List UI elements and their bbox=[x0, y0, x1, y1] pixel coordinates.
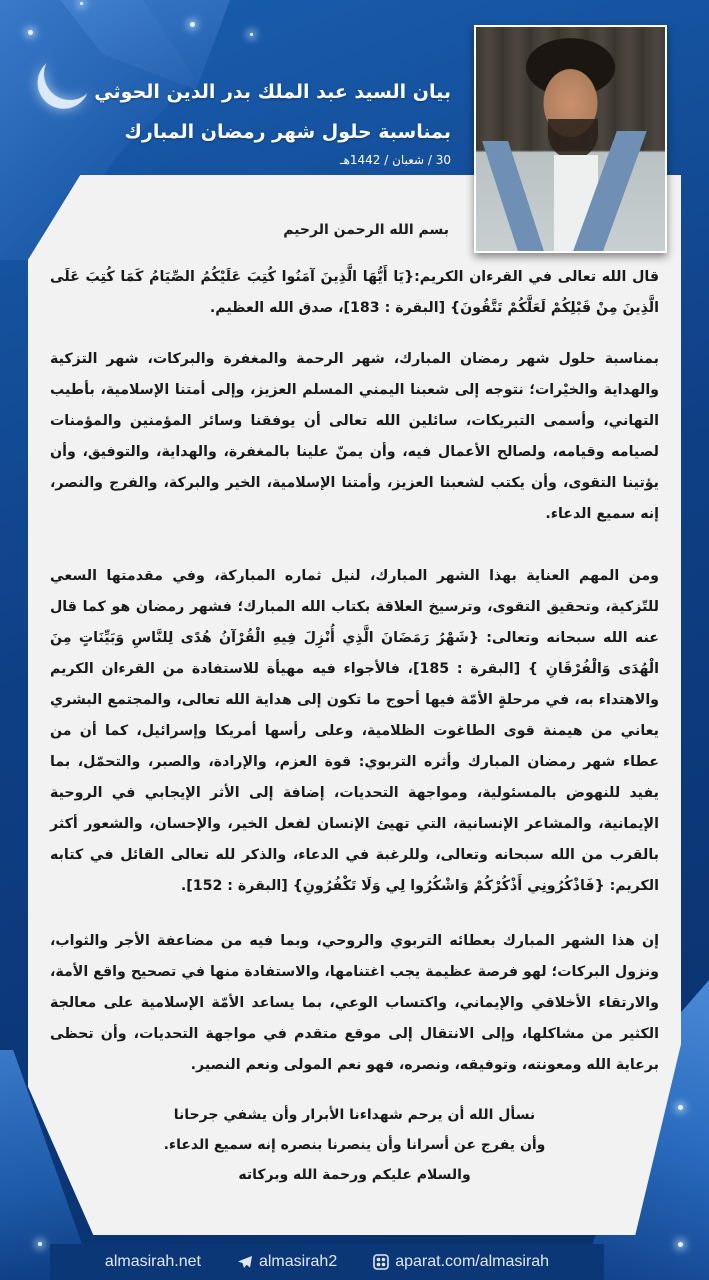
paragraph-3: ومن المهم العناية بهذا الشهر المبارك، لنيل ثماره المباركة، وفي مقدمتها السعي للتّزكية، وتحقيق التقوى، وترسيخ العلاقة بكتاب الله المبارك؛ فشهر رمضان هو كما قال عنه الله سبحانه وتعالى: {شَهْرُ رَمَضَانَ الَّذِي أُنْزِلَ فِيهِ الْقُرْآنُ هُدًى لِلنَّاسِ وَبَيِّنَاتٍ مِنَ الْهُدَى وَالْفُرْقَانِ } [البقرة : 185]، فالأجواء فيه مهيأة للاستفادة من القرءان الكريم والاهتداء به، في مرحلةٍ الأمّة فيها أحوج ما تكون إلى هداية الله تعالى، والمجتمع البشري يعاني من هيمنة قوى الطاغوت الظلامية، وعلى رأسها أمريكا وإسرائيل، كما أن من عطاء شهر رمضان المبارك وأثره التربوي: قوة العزم، والإرادة، والصبر، والتحمّل، بما يفيد للنهوض بالمسئولية، ومواجهة التحديات، إضافة إلى الأثر الإيجابي في الروحية الإيمانية، والمشاعر الإنسانية، التي تهيئ الإنسان لفعل الخير، والإحسان، والشعور أكثر بالقرب من الله سبحانه وتعالى، وللرغبة في الدعاء، والذكر لله تعالى القائل في كتابه الكريم: {فَاذْكُرُونِي أَذْكُرْكُمْ وَاشْكُرُوا لِي وَلَا تَكْفُرُونِ} [البقرة : 152]. bbox=[50, 568, 660, 894]
footer-telegram[interactable] bbox=[237, 1253, 337, 1271]
paragraph-4: إن هذا الشهر المبارك بعطائه التربوي والروحي، وبما فيه من مضاعفة الأجر والثواب، ونزول البركات؛ لهو فرصة عظيمة يجب اغتنامها، والاستفادة منها في تصحيح واقع الأمة، والارتقاء الأخلاقي والإيماني، واكتساب الوعي، بما يساعد الأمّة الإسلامية على معالجة الكثير من مشاكلها، وإلى الانتقال إلى موقع متقدم في مواجهة التحديات، وأن تحظى برعاية الله ومعونته، وتوفيقه، ونصره، فهو نعم المولى ونعم النصير. bbox=[50, 933, 659, 1073]
photo-detail bbox=[548, 119, 598, 159]
star-icon bbox=[28, 30, 33, 35]
speaker-photo bbox=[474, 25, 667, 253]
star-icon bbox=[190, 22, 195, 27]
basmala: بسم الله الرحمن الرحيم bbox=[283, 222, 449, 238]
closing-line-1: نسأل الله أن يرحم شهداءنا الأبرار وأن يشفي جرحانا bbox=[173, 1107, 536, 1123]
website-link[interactable]: almasirah.net bbox=[104, 1253, 201, 1270]
star-icon bbox=[250, 33, 253, 36]
star-icon bbox=[80, 2, 83, 5]
paragraph-1: قال الله تعالى في القرءان الكريم:{يَا أَيُّهَا الَّذِينَ آمَنُوا كُتِبَ عَلَيْكُمُ الصِّيَامُ كَمَا كُتِبَ عَلَى الَّذِينَ مِنْ قَبْلِكُمْ لَعَلَّكُمْ تَتَّقُونَ} [البقرة : 183]، صدق الله العظيم. bbox=[50, 269, 659, 316]
closing-line-2: وأن يفرج عن أسرانا وأن ينصرنا بنصره إنه سميع الدعاء. bbox=[163, 1137, 546, 1153]
telegram-link[interactable]: almasirah2 bbox=[258, 1253, 338, 1270]
header-date: 30 / شعبان / 1442هـ bbox=[340, 153, 451, 167]
aparat-icon bbox=[373, 1254, 389, 1270]
telegram-icon bbox=[237, 1255, 253, 1269]
paragraph-2: بمناسبة حلول شهر رمضان المبارك، شهر الرحمة والمغفرة والبركات، شهر التزكية والهداية والخيْرات؛ نتوجه إلى شعبنا اليمني المسلم العزيز، وإلى أمتنا الإسلامية، بأطيب التهاني، وأسمى التبريكات، سائلين الله تعالى أن يوفقنا وسائر المؤمنين والمؤمنات لصيامه وقيامه، ولصالح الأعمال فيه، وأن يمنّ علينا بالمغفرة، والهداية، والتوفيق، وأن يؤتينا التقوى، وأن يكتب لشعبنا العزيز، وأمتنا الإسلامية، الخير والبركة، والفرج والنصر، إنه سميع الدعاء. bbox=[50, 351, 659, 522]
closing-line-3: والسلام عليكم ورحمة الله وبركاته bbox=[238, 1167, 471, 1183]
star-icon bbox=[678, 1242, 683, 1247]
header-title-line1: بيان السيد عبد الملك بدر الدين الحوثي bbox=[94, 81, 451, 103]
header-title-line2: بمناسبة حلول شهر رمضان المبارك bbox=[124, 121, 451, 143]
footer-aparat[interactable] bbox=[373, 1253, 549, 1271]
photo-detail bbox=[482, 141, 544, 251]
footer-website[interactable] bbox=[105, 1253, 201, 1271]
footer-bar bbox=[50, 1244, 604, 1280]
closing-prayer bbox=[120, 1100, 589, 1190]
star-icon bbox=[38, 1242, 42, 1246]
aparat-link[interactable]: aparat.com/almasirah bbox=[395, 1253, 550, 1270]
star-icon bbox=[678, 1105, 683, 1110]
header-title bbox=[94, 72, 451, 152]
